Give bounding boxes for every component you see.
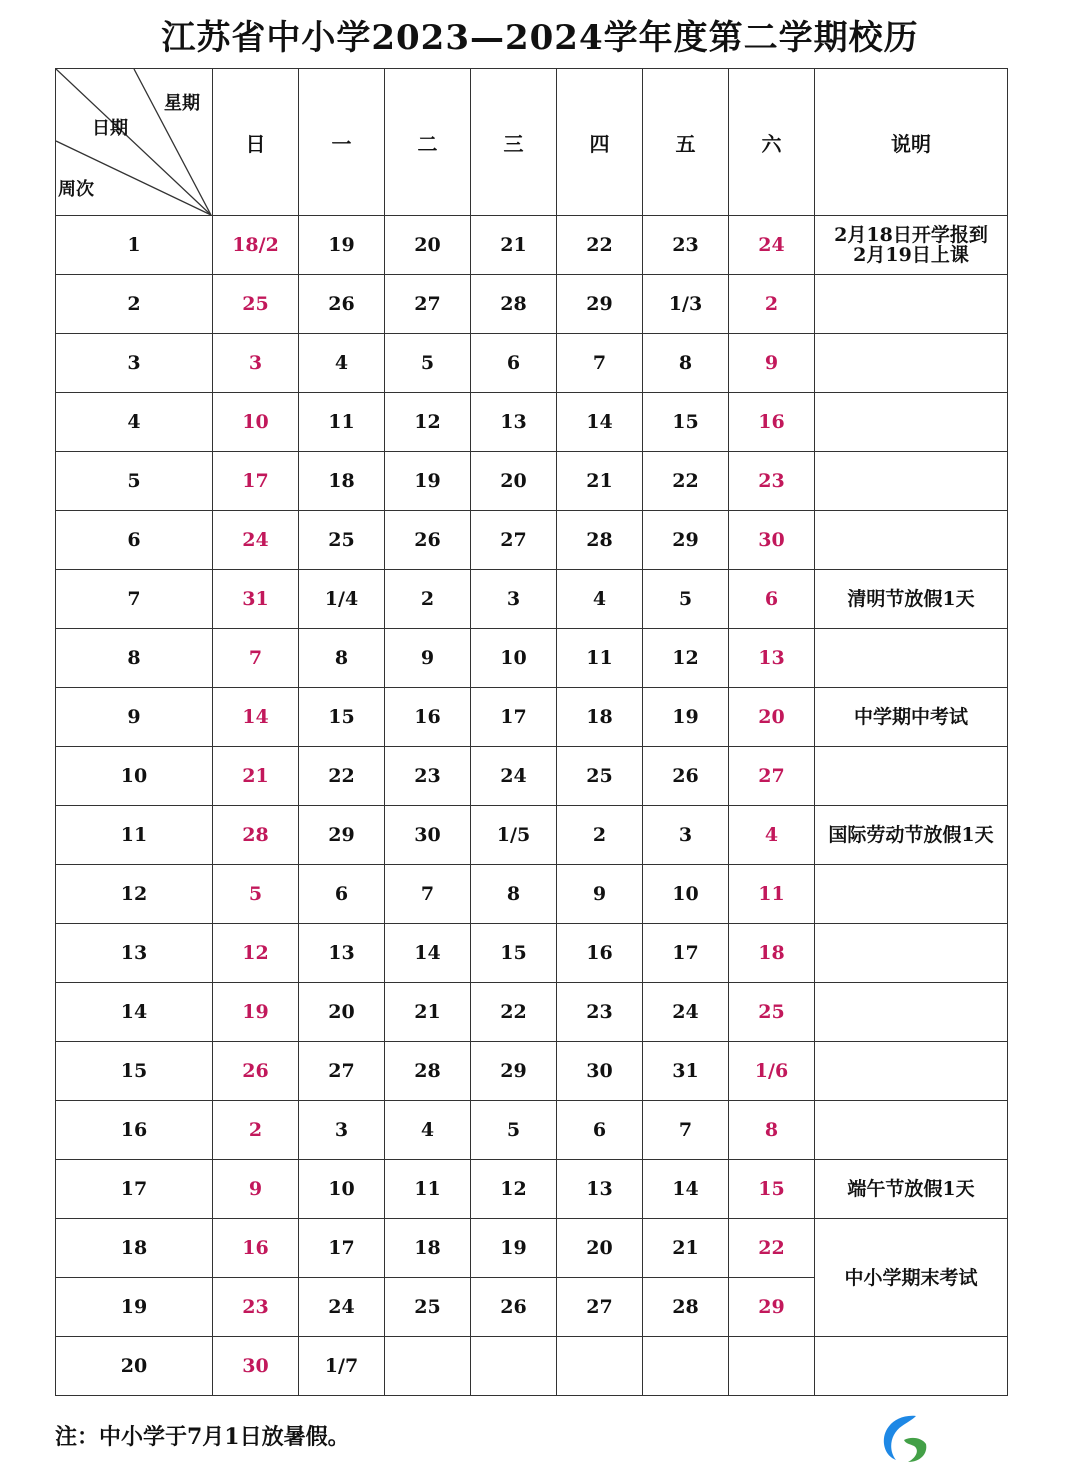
day-cell: 23 xyxy=(729,452,815,511)
day-cell: 26 xyxy=(643,747,729,806)
day-cell xyxy=(471,1337,557,1396)
week-number: 3 xyxy=(56,334,213,393)
day-cell: 22 xyxy=(729,1219,815,1278)
day-cell: 16 xyxy=(385,688,471,747)
week-row xyxy=(56,570,1008,629)
note-cell-empty xyxy=(815,334,1008,393)
day-cell: 27 xyxy=(729,747,815,806)
week-row xyxy=(56,747,1008,806)
day-cell: 28 xyxy=(557,511,643,570)
week-row xyxy=(56,983,1008,1042)
day-cell: 1/7 xyxy=(299,1337,385,1396)
day-cell: 17 xyxy=(471,688,557,747)
note-line: 清明节放假1天 xyxy=(847,588,975,610)
week-number: 19 xyxy=(56,1278,213,1337)
day-cell: 10 xyxy=(213,393,299,452)
note-cell xyxy=(815,688,1008,747)
day-cell: 22 xyxy=(643,452,729,511)
day-cell: 23 xyxy=(557,983,643,1042)
note-cell-empty xyxy=(815,747,1008,806)
day-cell: 11 xyxy=(385,1160,471,1219)
corner-label-weekday: 星期 xyxy=(164,93,200,114)
day-cell: 19 xyxy=(471,1219,557,1278)
note-cell-empty xyxy=(815,393,1008,452)
note-cell-empty xyxy=(815,1042,1008,1101)
day-cell: 13 xyxy=(729,629,815,688)
note-cell-empty xyxy=(815,629,1008,688)
day-cell: 25 xyxy=(299,511,385,570)
day-cell: 5 xyxy=(385,334,471,393)
day-cell: 2 xyxy=(557,806,643,865)
day-cell: 16 xyxy=(729,393,815,452)
week-number: 1 xyxy=(56,216,213,275)
day-cell: 28 xyxy=(385,1042,471,1101)
day-cell: 16 xyxy=(213,1219,299,1278)
header-notes: 说明 xyxy=(815,69,1008,216)
day-cell: 20 xyxy=(557,1219,643,1278)
week-row xyxy=(56,1042,1008,1101)
day-cell: 21 xyxy=(557,452,643,511)
header-wed: 三 xyxy=(471,69,557,216)
week-number: 2 xyxy=(56,275,213,334)
day-cell: 28 xyxy=(471,275,557,334)
day-cell: 7 xyxy=(643,1101,729,1160)
week-number: 9 xyxy=(56,688,213,747)
note-cell xyxy=(815,570,1008,629)
day-cell: 30 xyxy=(385,806,471,865)
day-cell: 7 xyxy=(557,334,643,393)
note-line: 端午节放假1天 xyxy=(847,1178,975,1200)
header-tue: 二 xyxy=(385,69,471,216)
note-line: 中小学期末考试 xyxy=(844,1266,978,1289)
day-cell: 24 xyxy=(729,216,815,275)
note-cell xyxy=(815,1219,1008,1337)
week-number: 10 xyxy=(56,747,213,806)
week-row xyxy=(56,924,1008,983)
day-cell: 31 xyxy=(643,1042,729,1101)
week-row xyxy=(56,1101,1008,1160)
note-cell-empty xyxy=(815,1337,1008,1396)
day-cell: 15 xyxy=(471,924,557,983)
day-cell: 9 xyxy=(385,629,471,688)
day-cell: 10 xyxy=(299,1160,385,1219)
day-cell: 4 xyxy=(385,1101,471,1160)
note-cell-empty xyxy=(815,511,1008,570)
day-cell: 21 xyxy=(643,1219,729,1278)
day-cell: 21 xyxy=(471,216,557,275)
day-cell: 18 xyxy=(299,452,385,511)
note-cell-empty xyxy=(815,1101,1008,1160)
day-cell xyxy=(385,1337,471,1396)
day-cell: 18 xyxy=(385,1219,471,1278)
header-thu: 四 xyxy=(557,69,643,216)
day-cell: 4 xyxy=(729,806,815,865)
week-row xyxy=(56,511,1008,570)
day-cell: 3 xyxy=(643,806,729,865)
day-cell: 19 xyxy=(385,452,471,511)
day-cell: 15 xyxy=(643,393,729,452)
header-mon: 一 xyxy=(299,69,385,216)
week-number: 17 xyxy=(56,1160,213,1219)
day-cell: 17 xyxy=(299,1219,385,1278)
note-cell-empty xyxy=(815,924,1008,983)
day-cell: 21 xyxy=(385,983,471,1042)
day-cell: 28 xyxy=(213,806,299,865)
note-cell-empty xyxy=(815,275,1008,334)
week-row xyxy=(56,452,1008,511)
day-cell: 25 xyxy=(213,275,299,334)
swirl-logo-icon xyxy=(876,1410,932,1466)
day-cell: 27 xyxy=(471,511,557,570)
day-cell: 14 xyxy=(213,688,299,747)
day-cell: 30 xyxy=(213,1337,299,1396)
day-cell: 19 xyxy=(213,983,299,1042)
week-number: 18 xyxy=(56,1219,213,1278)
week-row xyxy=(56,216,1008,275)
day-cell: 15 xyxy=(729,1160,815,1219)
week-number: 7 xyxy=(56,570,213,629)
day-cell: 5 xyxy=(213,865,299,924)
day-cell: 24 xyxy=(213,511,299,570)
week-row xyxy=(56,1160,1008,1219)
note-cell xyxy=(815,1160,1008,1219)
day-cell: 12 xyxy=(213,924,299,983)
day-cell xyxy=(729,1337,815,1396)
day-cell: 16 xyxy=(557,924,643,983)
week-row xyxy=(56,393,1008,452)
note-cell-empty xyxy=(815,452,1008,511)
note-line: 2月19日上课 xyxy=(853,244,969,266)
day-cell: 24 xyxy=(471,747,557,806)
day-cell: 12 xyxy=(471,1160,557,1219)
day-cell: 26 xyxy=(471,1278,557,1337)
day-cell: 17 xyxy=(643,924,729,983)
day-cell: 5 xyxy=(643,570,729,629)
week-number: 15 xyxy=(56,1042,213,1101)
day-cell: 9 xyxy=(213,1160,299,1219)
day-cell: 29 xyxy=(729,1278,815,1337)
corner-label-date: 日期 xyxy=(92,118,128,139)
week-row xyxy=(56,1219,1008,1278)
day-cell: 23 xyxy=(643,216,729,275)
week-number: 14 xyxy=(56,983,213,1042)
day-cell: 8 xyxy=(643,334,729,393)
day-cell: 31 xyxy=(213,570,299,629)
day-cell: 21 xyxy=(213,747,299,806)
day-cell: 20 xyxy=(299,983,385,1042)
day-cell: 6 xyxy=(729,570,815,629)
day-cell: 26 xyxy=(385,511,471,570)
day-cell: 4 xyxy=(557,570,643,629)
day-cell: 6 xyxy=(471,334,557,393)
school-calendar-table xyxy=(55,68,1008,1396)
day-cell: 13 xyxy=(471,393,557,452)
week-row xyxy=(56,865,1008,924)
calendar-body xyxy=(56,216,1008,1396)
corner-label-week: 周次 xyxy=(58,179,94,200)
day-cell: 30 xyxy=(557,1042,643,1101)
note-cell xyxy=(815,216,1008,275)
header-fri: 五 xyxy=(643,69,729,216)
day-cell: 20 xyxy=(385,216,471,275)
week-number: 13 xyxy=(56,924,213,983)
week-row xyxy=(56,629,1008,688)
day-cell: 9 xyxy=(557,865,643,924)
day-cell: 22 xyxy=(471,983,557,1042)
day-cell: 30 xyxy=(729,511,815,570)
day-cell: 11 xyxy=(299,393,385,452)
week-number: 6 xyxy=(56,511,213,570)
day-cell: 22 xyxy=(557,216,643,275)
note-cell xyxy=(815,806,1008,865)
header-row xyxy=(56,69,1008,216)
day-cell: 8 xyxy=(471,865,557,924)
day-cell: 2 xyxy=(385,570,471,629)
day-cell: 14 xyxy=(385,924,471,983)
day-cell: 8 xyxy=(299,629,385,688)
day-cell: 11 xyxy=(729,865,815,924)
day-cell: 4 xyxy=(299,334,385,393)
day-cell: 18/2 xyxy=(213,216,299,275)
page-title: 江苏省中小学2023—2024学年度第二学期校历 xyxy=(161,18,919,58)
day-cell: 6 xyxy=(299,865,385,924)
day-cell: 29 xyxy=(557,275,643,334)
day-cell: 6 xyxy=(557,1101,643,1160)
day-cell: 24 xyxy=(643,983,729,1042)
day-cell: 20 xyxy=(471,452,557,511)
week-row xyxy=(56,275,1008,334)
day-cell: 20 xyxy=(729,688,815,747)
footer-note: 注：中小学于7月1日放暑假。 xyxy=(55,1424,350,1450)
day-cell: 25 xyxy=(557,747,643,806)
week-number: 8 xyxy=(56,629,213,688)
note-cell-empty xyxy=(815,865,1008,924)
corner-header-cell xyxy=(56,69,213,216)
day-cell: 1/5 xyxy=(471,806,557,865)
day-cell: 28 xyxy=(643,1278,729,1337)
day-cell: 19 xyxy=(299,216,385,275)
day-cell: 29 xyxy=(299,806,385,865)
day-cell: 26 xyxy=(213,1042,299,1101)
day-cell: 5 xyxy=(471,1101,557,1160)
day-cell: 23 xyxy=(213,1278,299,1337)
day-cell: 24 xyxy=(299,1278,385,1337)
day-cell: 9 xyxy=(729,334,815,393)
day-cell: 29 xyxy=(643,511,729,570)
day-cell: 15 xyxy=(299,688,385,747)
week-number: 4 xyxy=(56,393,213,452)
day-cell: 19 xyxy=(643,688,729,747)
day-cell: 7 xyxy=(213,629,299,688)
note-line: 国际劳动节放假1天 xyxy=(828,824,994,846)
day-cell: 10 xyxy=(643,865,729,924)
day-cell: 2 xyxy=(729,275,815,334)
day-cell: 3 xyxy=(299,1101,385,1160)
day-cell: 8 xyxy=(729,1101,815,1160)
day-cell: 13 xyxy=(557,1160,643,1219)
day-cell: 2 xyxy=(213,1101,299,1160)
day-cell: 22 xyxy=(299,747,385,806)
week-row xyxy=(56,1337,1008,1396)
header-sun: 日 xyxy=(213,69,299,216)
note-line: 2月18日开学报到 xyxy=(834,224,988,246)
day-cell: 29 xyxy=(471,1042,557,1101)
day-cell: 14 xyxy=(643,1160,729,1219)
note-cell-empty xyxy=(815,983,1008,1042)
day-cell xyxy=(557,1337,643,1396)
week-number: 16 xyxy=(56,1101,213,1160)
day-cell: 26 xyxy=(299,275,385,334)
week-number: 11 xyxy=(56,806,213,865)
day-cell: 12 xyxy=(385,393,471,452)
day-cell: 3 xyxy=(471,570,557,629)
day-cell: 25 xyxy=(385,1278,471,1337)
day-cell: 12 xyxy=(643,629,729,688)
day-cell: 18 xyxy=(729,924,815,983)
day-cell: 3 xyxy=(213,334,299,393)
week-number: 12 xyxy=(56,865,213,924)
day-cell: 14 xyxy=(557,393,643,452)
day-cell: 27 xyxy=(299,1042,385,1101)
header-sat: 六 xyxy=(729,69,815,216)
day-cell: 1/6 xyxy=(729,1042,815,1101)
week-row xyxy=(56,688,1008,747)
week-number: 20 xyxy=(56,1337,213,1396)
day-cell: 7 xyxy=(385,865,471,924)
day-cell: 1/3 xyxy=(643,275,729,334)
day-cell xyxy=(643,1337,729,1396)
week-number: 5 xyxy=(56,452,213,511)
day-cell: 13 xyxy=(299,924,385,983)
week-row xyxy=(56,806,1008,865)
note-line: 中学期中考试 xyxy=(853,706,968,728)
day-cell: 10 xyxy=(471,629,557,688)
day-cell: 18 xyxy=(557,688,643,747)
day-cell: 27 xyxy=(385,275,471,334)
day-cell: 11 xyxy=(557,629,643,688)
day-cell: 17 xyxy=(213,452,299,511)
day-cell: 1/4 xyxy=(299,570,385,629)
day-cell: 23 xyxy=(385,747,471,806)
day-cell: 27 xyxy=(557,1278,643,1337)
week-row xyxy=(56,334,1008,393)
day-cell: 25 xyxy=(729,983,815,1042)
